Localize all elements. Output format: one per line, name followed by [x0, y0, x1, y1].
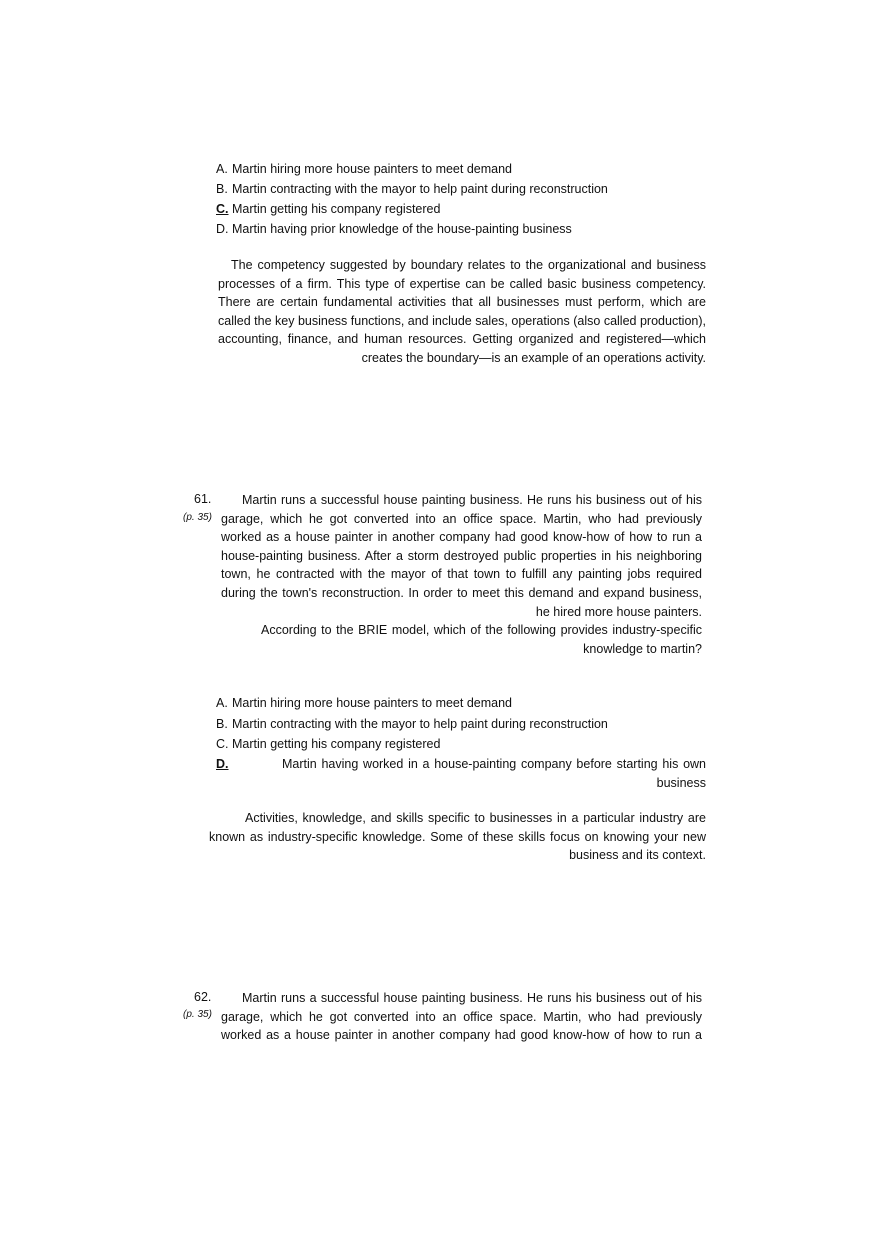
option-text: Martin having prior knowledge of the house-painting business — [232, 222, 572, 236]
q62-page-ref: (p. 35) — [183, 1009, 212, 1020]
q60-option-d — [216, 222, 572, 237]
option-text: Martin contracting with the mayor to help paint during reconstruction — [232, 717, 608, 731]
option-key: B. — [216, 717, 228, 731]
q61-option-d-correct-key — [216, 757, 232, 772]
q61-option-b — [216, 717, 608, 732]
q61-option-d-text: Martin having worked in a house-painting company before starting his own business — [282, 757, 706, 790]
q61-option-c — [216, 737, 440, 752]
option-key: A. — [216, 162, 228, 176]
option-text: Martin hiring more house painters to meet demand — [232, 696, 513, 710]
option-text: Martin contracting with the mayor to help paint during reconstruction — [232, 182, 608, 196]
q60-option-b — [216, 182, 608, 197]
q60-option-a — [216, 162, 512, 177]
q62-stem: Martin runs a successful house painting business. He runs his business out of his garage, which he got converted into an office space. Martin, who had previously worked as a house painter in another company had good know-how of how to run a — [221, 991, 702, 1043]
q61-number: 61. — [194, 492, 212, 506]
option-key: D. — [216, 222, 229, 236]
q60-explanation: The competency suggested by boundary relates to the organizational and business processes of a firm. This type of expertise can be called basic business competency. There are certain fundamental activities that all businesses must perform, which are called the key business functions, and include sales, operations (also called production), accounting, finance, and human resources. Getting organized and registered—which creates the boundary—is an example of an operations activity. — [218, 258, 706, 365]
option-key: A. — [216, 696, 228, 710]
q61-stem: Martin runs a successful house painting business. He runs his business out of his garage, which he got converted into an office space. Martin, who had previously worked as a house painter in another company had good know-how of how to run a house-painting business. After a storm destroyed public properties in his neighboring town, he contracted with the mayor of that town to fulfill any painting jobs required during the town's reconstruction. In order to meet this demand and expand business, he hired more house painters. — [221, 493, 702, 619]
q60-option-c-correct — [216, 202, 440, 217]
option-key: C. — [216, 737, 229, 751]
option-text: Martin getting his company registered — [232, 737, 441, 751]
q61-question: According to the BRIE model, which of the following provides industry-specific knowledge to martin? — [261, 623, 702, 656]
q62-number: 62. — [194, 990, 212, 1004]
option-text: Martin hiring more house painters to meet demand — [232, 162, 513, 176]
option-text: Martin getting his company registered — [232, 202, 441, 216]
q61-page-ref: (p. 35) — [183, 512, 212, 523]
q61-option-a — [216, 696, 512, 711]
correct-option-key: C. — [216, 202, 229, 216]
option-key: B. — [216, 182, 228, 196]
q61-explanation: Activities, knowledge, and skills specific to businesses in a particular industry are known as industry-specific knowledge. Some of these skills focus on knowing your new business and its context. — [209, 811, 706, 863]
correct-option-key: D. — [216, 757, 229, 771]
